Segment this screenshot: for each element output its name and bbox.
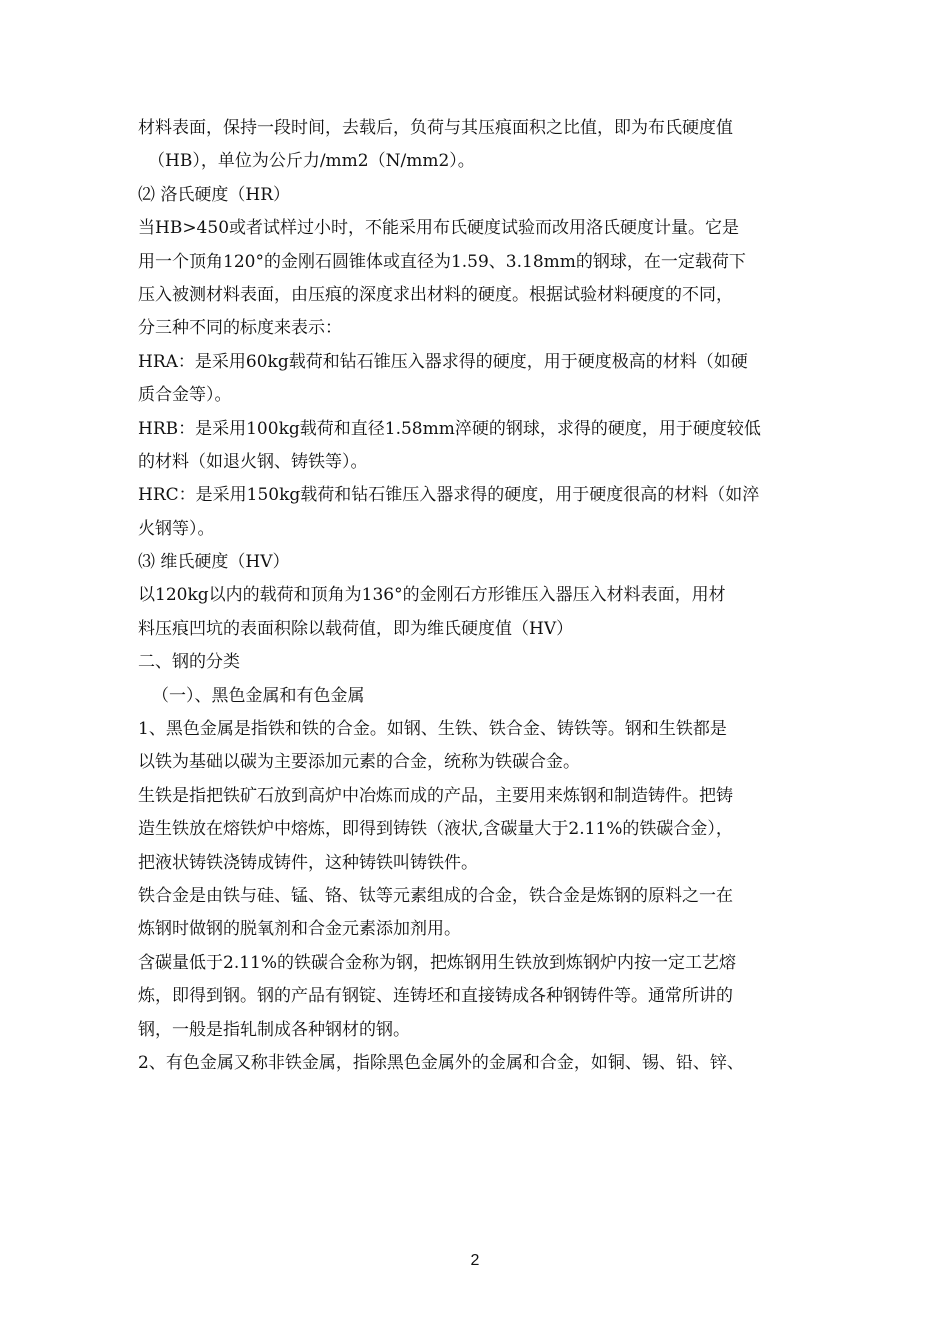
text-line: HRB：是采用100kg载荷和直径1.58mm淬硬的钢球，求得的硬度，用于硬度较低 <box>138 418 761 439</box>
text-line: 造生铁放在熔铁炉中熔炼，即得到铸铁（液状,含碳量大于2.11%的铁碳合金）， <box>138 819 733 840</box>
text-line: 炼钢时做钢的脱氧剂和合金元素添加剂用。 <box>138 919 461 940</box>
text-line: 以铁为基础以碳为主要添加元素的合金，统称为铁碳合金。 <box>138 752 580 773</box>
text-line: 炼，即得到钢。钢的产品有钢锭、连铸坯和直接铸成各种钢铸件等。通常所讲的 <box>138 986 733 1007</box>
chapter-heading: 二、钢的分类 <box>138 652 240 673</box>
text-line: 材料表面，保持一段时间，去载后，负荷与其压痕面积之比值，即为布氏硬度值 <box>138 118 733 138</box>
text-line: 的材料（如退火钢、铸铁等）。 <box>138 451 368 472</box>
body-text <box>138 112 818 1080</box>
text-line: 钢，一般是指轧制成各种钢材的钢。 <box>138 1019 410 1040</box>
text-line: 质合金等）。 <box>138 385 232 406</box>
text-line: 分三种不同的标度来表示： <box>138 318 342 339</box>
section-heading: ⑵ 洛氏硬度（HR） <box>138 184 291 205</box>
text-line: 当HB>450或者试样过小时，不能采用布氏硬度试验而改用洛氏硬度计量。它是 <box>138 218 740 239</box>
text-line: 压入被测材料表面，由压痕的深度求出材料的硬度。根据试验材料硬度的不同， <box>138 284 733 305</box>
text-line: 1、黑色金属是指铁和铁的合金。如钢、生铁、铁合金、铸铁等。钢和生铁都是 <box>138 719 727 740</box>
text-line: 以120kg以内的载荷和顶角为136°的金刚石方形锥压入器压入材料表面，用材 <box>138 585 726 606</box>
text-line: （HB），单位为公斤力/mm2（N/mm2）。 <box>148 151 475 172</box>
text-line: 用一个顶角120°的金刚石圆锥体或直径为1.59、3.18mm的钢球，在一定载荷下 <box>138 251 746 272</box>
section-heading: ⑶ 维氏硬度（HV） <box>138 552 290 573</box>
text-line: 含碳量低于2.11%的铁碳合金称为钢，把炼钢用生铁放到炼钢炉内按一定工艺熔 <box>138 952 737 973</box>
section-heading: （一）、黑色金属和有色金属 <box>152 685 365 706</box>
text-line: 铁合金是由铁与硅、锰、铬、钛等元素组成的合金，铁合金是炼钢的原料之一在 <box>138 885 733 906</box>
text-line: 火钢等）。 <box>138 518 215 539</box>
text-line: 料压痕凹坑的表面积除以载荷值，即为维氏硬度值（HV） <box>138 618 574 639</box>
text-line: HRC：是采用150kg载荷和钻石锥压入器求得的硬度，用于硬度很高的材料（如淬 <box>138 485 760 506</box>
text-line: HRA：是采用60kg载荷和钻石锥压入器求得的硬度，用于硬度极高的材料（如硬 <box>138 351 748 372</box>
text-line: 2、有色金属又称非铁金属，指除黑色金属外的金属和合金，如铜、锡、铅、锌、 <box>138 1052 744 1073</box>
page-number: 2 <box>470 1252 480 1269</box>
text-line: 生铁是指把铁矿石放到高炉中冶炼而成的产品，主要用来炼钢和制造铸件。把铸 <box>138 785 733 806</box>
text-line: 把液状铸铁浇铸成铸件，这种铸铁叫铸铁件。 <box>138 852 478 873</box>
